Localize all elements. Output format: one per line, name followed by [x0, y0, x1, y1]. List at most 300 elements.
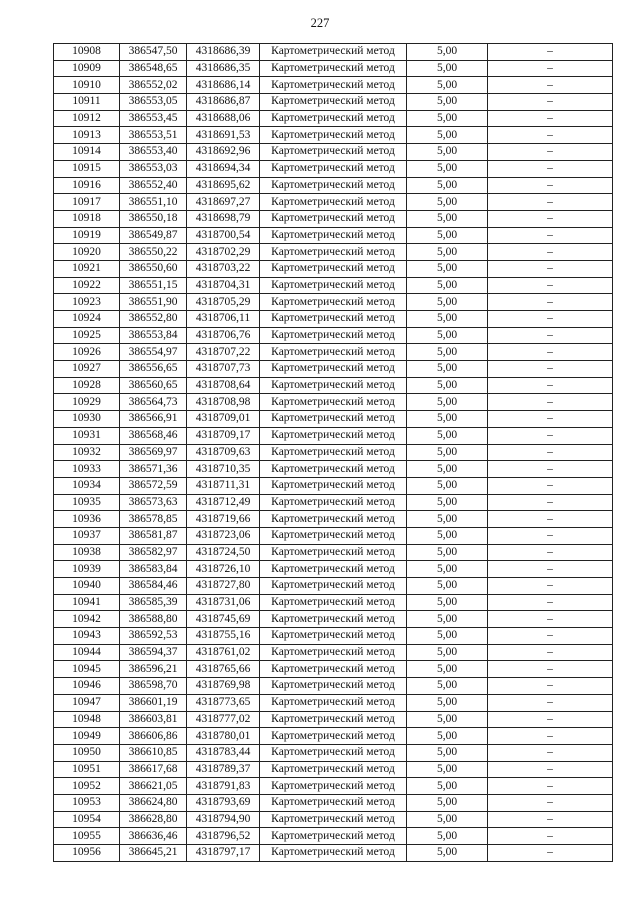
table-row — [54, 127, 613, 144]
note-cell: – — [488, 477, 613, 494]
table-row — [54, 327, 613, 344]
method-cell: Картометрический метод — [260, 511, 407, 528]
note-cell: – — [488, 778, 613, 795]
coordinate-x-cell: 386551,10 — [120, 194, 187, 211]
coordinate-y-cell: 4318686,87 — [187, 94, 260, 111]
table-row — [54, 444, 613, 461]
method-cell: Картометрический метод — [260, 544, 407, 561]
accuracy-cell: 5,00 — [407, 77, 488, 94]
coordinate-x-cell: 386551,90 — [120, 294, 187, 311]
point-number-cell: 10929 — [54, 394, 120, 411]
method-cell: Картометрический метод — [260, 160, 407, 177]
method-cell: Картометрический метод — [260, 94, 407, 111]
note-cell: – — [488, 194, 613, 211]
coordinate-x-cell: 386584,46 — [120, 578, 187, 595]
accuracy-cell: 5,00 — [407, 227, 488, 244]
point-number-cell: 10936 — [54, 511, 120, 528]
page-number: 227 — [310, 16, 330, 30]
note-cell: – — [488, 661, 613, 678]
note-cell: – — [488, 811, 613, 828]
coordinate-x-cell: 386548,65 — [120, 60, 187, 77]
table-row — [54, 761, 613, 778]
point-number-cell: 10910 — [54, 77, 120, 94]
method-cell: Картометрический метод — [260, 845, 407, 862]
coordinate-y-cell: 4318723,06 — [187, 527, 260, 544]
method-cell: Картометрический метод — [260, 678, 407, 695]
method-cell: Картометрический метод — [260, 344, 407, 361]
coordinate-x-cell: 386624,80 — [120, 794, 187, 811]
point-number-cell: 10935 — [54, 494, 120, 511]
method-cell: Картометрический метод — [260, 327, 407, 344]
coordinate-x-cell: 386571,36 — [120, 461, 187, 478]
note-cell: – — [488, 728, 613, 745]
coordinate-x-cell: 386556,65 — [120, 361, 187, 378]
coordinate-y-cell: 4318712,49 — [187, 494, 260, 511]
coordinate-y-cell: 4318697,27 — [187, 194, 260, 211]
accuracy-cell: 5,00 — [407, 628, 488, 645]
note-cell: – — [488, 327, 613, 344]
coordinate-x-cell: 386550,60 — [120, 260, 187, 277]
coordinate-x-cell: 386553,05 — [120, 94, 187, 111]
point-number-cell: 10915 — [54, 160, 120, 177]
coordinate-x-cell: 386585,39 — [120, 594, 187, 611]
method-cell: Картометрический метод — [260, 210, 407, 227]
table-row — [54, 828, 613, 845]
coordinate-x-cell: 386581,87 — [120, 527, 187, 544]
note-cell: – — [488, 678, 613, 695]
point-number-cell: 10918 — [54, 210, 120, 227]
accuracy-cell: 5,00 — [407, 561, 488, 578]
method-cell: Картометрический метод — [260, 578, 407, 595]
point-number-cell: 10943 — [54, 628, 120, 645]
coordinates-table-body — [54, 44, 613, 862]
accuracy-cell: 5,00 — [407, 678, 488, 695]
coordinate-x-cell: 386628,80 — [120, 811, 187, 828]
method-cell: Картометрический метод — [260, 527, 407, 544]
note-cell: – — [488, 277, 613, 294]
table-row — [54, 728, 613, 745]
coordinate-y-cell: 4318719,66 — [187, 511, 260, 528]
point-number-cell: 10940 — [54, 578, 120, 595]
coordinate-y-cell: 4318688,06 — [187, 110, 260, 127]
point-number-cell: 10924 — [54, 311, 120, 328]
point-number-cell: 10946 — [54, 678, 120, 695]
coordinate-y-cell: 4318711,31 — [187, 477, 260, 494]
coordinate-x-cell: 386572,59 — [120, 477, 187, 494]
coordinate-y-cell: 4318686,14 — [187, 77, 260, 94]
note-cell: – — [488, 444, 613, 461]
note-cell: – — [488, 761, 613, 778]
point-number-cell: 10952 — [54, 778, 120, 795]
coordinates-table — [53, 43, 613, 862]
note-cell: – — [488, 544, 613, 561]
coordinate-x-cell: 386606,86 — [120, 728, 187, 745]
coordinate-y-cell: 4318793,69 — [187, 794, 260, 811]
accuracy-cell: 5,00 — [407, 344, 488, 361]
point-number-cell: 10949 — [54, 728, 120, 745]
table-row — [54, 94, 613, 111]
point-number-cell: 10934 — [54, 477, 120, 494]
coordinate-y-cell: 4318686,35 — [187, 60, 260, 77]
table-row — [54, 778, 613, 795]
point-number-cell: 10932 — [54, 444, 120, 461]
accuracy-cell: 5,00 — [407, 778, 488, 795]
method-cell: Картометрический метод — [260, 728, 407, 745]
point-number-cell: 10954 — [54, 811, 120, 828]
table-row — [54, 628, 613, 645]
note-cell: – — [488, 794, 613, 811]
accuracy-cell: 5,00 — [407, 611, 488, 628]
point-number-cell: 10953 — [54, 794, 120, 811]
table-row — [54, 794, 613, 811]
method-cell: Картометрический метод — [260, 60, 407, 77]
point-number-cell: 10931 — [54, 427, 120, 444]
note-cell: – — [488, 494, 613, 511]
table-row — [54, 344, 613, 361]
method-cell: Картометрический метод — [260, 494, 407, 511]
accuracy-cell: 5,00 — [407, 461, 488, 478]
note-cell: – — [488, 227, 613, 244]
coordinate-y-cell: 4318698,79 — [187, 210, 260, 227]
method-cell: Картометрический метод — [260, 177, 407, 194]
coordinate-x-cell: 386645,21 — [120, 845, 187, 862]
method-cell: Картометрический метод — [260, 394, 407, 411]
method-cell: Картометрический метод — [260, 694, 407, 711]
accuracy-cell: 5,00 — [407, 194, 488, 211]
point-number-cell: 10930 — [54, 411, 120, 428]
coordinate-y-cell: 4318709,17 — [187, 427, 260, 444]
table-row — [54, 544, 613, 561]
point-number-cell: 10941 — [54, 594, 120, 611]
accuracy-cell: 5,00 — [407, 144, 488, 161]
point-number-cell: 10942 — [54, 611, 120, 628]
accuracy-cell: 5,00 — [407, 110, 488, 127]
point-number-cell: 10944 — [54, 644, 120, 661]
coordinate-x-cell: 386552,40 — [120, 177, 187, 194]
coordinate-x-cell: 386550,22 — [120, 244, 187, 261]
note-cell: – — [488, 344, 613, 361]
method-cell: Картометрический метод — [260, 661, 407, 678]
coordinate-y-cell: 4318691,53 — [187, 127, 260, 144]
point-number-cell: 10920 — [54, 244, 120, 261]
method-cell: Картометрический метод — [260, 427, 407, 444]
table-row — [54, 811, 613, 828]
note-cell: – — [488, 60, 613, 77]
point-number-cell: 10939 — [54, 561, 120, 578]
table-row — [54, 494, 613, 511]
coordinate-x-cell: 386552,02 — [120, 77, 187, 94]
accuracy-cell: 5,00 — [407, 377, 488, 394]
note-cell: – — [488, 461, 613, 478]
coordinate-x-cell: 386553,03 — [120, 160, 187, 177]
accuracy-cell: 5,00 — [407, 711, 488, 728]
coordinate-x-cell: 386578,85 — [120, 511, 187, 528]
table-row — [54, 144, 613, 161]
method-cell: Картометрический метод — [260, 144, 407, 161]
coordinate-x-cell: 386592,53 — [120, 628, 187, 645]
coordinate-x-cell: 386621,05 — [120, 778, 187, 795]
method-cell: Картометрический метод — [260, 794, 407, 811]
note-cell: – — [488, 611, 613, 628]
coordinate-x-cell: 386610,85 — [120, 744, 187, 761]
point-number-cell: 10950 — [54, 744, 120, 761]
coordinate-y-cell: 4318780,01 — [187, 728, 260, 745]
table-row — [54, 578, 613, 595]
coordinate-x-cell: 386550,18 — [120, 210, 187, 227]
method-cell: Картометрический метод — [260, 628, 407, 645]
method-cell: Картометрический метод — [260, 110, 407, 127]
point-number-cell: 10938 — [54, 544, 120, 561]
point-number-cell: 10911 — [54, 94, 120, 111]
table-row — [54, 260, 613, 277]
coordinate-y-cell: 4318709,01 — [187, 411, 260, 428]
coordinate-x-cell: 386588,80 — [120, 611, 187, 628]
note-cell: – — [488, 394, 613, 411]
coordinate-x-cell: 386573,63 — [120, 494, 187, 511]
coordinate-x-cell: 386636,46 — [120, 828, 187, 845]
note-cell: – — [488, 694, 613, 711]
table-row — [54, 110, 613, 127]
accuracy-cell: 5,00 — [407, 845, 488, 862]
accuracy-cell: 5,00 — [407, 361, 488, 378]
note-cell: – — [488, 628, 613, 645]
table-row — [54, 694, 613, 711]
method-cell: Картометрический метод — [260, 444, 407, 461]
coordinate-x-cell: 386552,80 — [120, 311, 187, 328]
accuracy-cell: 5,00 — [407, 578, 488, 595]
table-row — [54, 244, 613, 261]
method-cell: Картометрический метод — [260, 477, 407, 494]
method-cell: Картометрический метод — [260, 260, 407, 277]
note-cell: – — [488, 160, 613, 177]
coordinate-y-cell: 4318765,66 — [187, 661, 260, 678]
coordinate-y-cell: 4318694,34 — [187, 160, 260, 177]
point-number-cell: 10947 — [54, 694, 120, 711]
coordinate-y-cell: 4318745,69 — [187, 611, 260, 628]
point-number-cell: 10956 — [54, 845, 120, 862]
coordinate-y-cell: 4318707,73 — [187, 361, 260, 378]
table-row — [54, 210, 613, 227]
table-row — [54, 44, 613, 61]
accuracy-cell: 5,00 — [407, 127, 488, 144]
point-number-cell: 10933 — [54, 461, 120, 478]
table-row — [54, 561, 613, 578]
coordinate-y-cell: 4318705,29 — [187, 294, 260, 311]
coordinate-y-cell: 4318686,39 — [187, 44, 260, 61]
note-cell: – — [488, 210, 613, 227]
table-row — [54, 461, 613, 478]
point-number-cell: 10928 — [54, 377, 120, 394]
table-row — [54, 427, 613, 444]
coordinate-y-cell: 4318710,35 — [187, 461, 260, 478]
note-cell: – — [488, 144, 613, 161]
accuracy-cell: 5,00 — [407, 594, 488, 611]
table-row — [54, 377, 613, 394]
point-number-cell: 10916 — [54, 177, 120, 194]
accuracy-cell: 5,00 — [407, 477, 488, 494]
accuracy-cell: 5,00 — [407, 511, 488, 528]
coordinate-y-cell: 4318704,31 — [187, 277, 260, 294]
coordinate-y-cell: 4318731,06 — [187, 594, 260, 611]
table-row — [54, 644, 613, 661]
accuracy-cell: 5,00 — [407, 44, 488, 61]
method-cell: Картометрический метод — [260, 127, 407, 144]
method-cell: Картометрический метод — [260, 77, 407, 94]
accuracy-cell: 5,00 — [407, 210, 488, 227]
coordinate-y-cell: 4318707,22 — [187, 344, 260, 361]
method-cell: Картометрический метод — [260, 644, 407, 661]
coordinate-y-cell: 4318727,80 — [187, 578, 260, 595]
accuracy-cell: 5,00 — [407, 244, 488, 261]
accuracy-cell: 5,00 — [407, 744, 488, 761]
coordinate-x-cell: 386566,91 — [120, 411, 187, 428]
coordinate-x-cell: 386554,97 — [120, 344, 187, 361]
accuracy-cell: 5,00 — [407, 828, 488, 845]
table-row — [54, 60, 613, 77]
accuracy-cell: 5,00 — [407, 311, 488, 328]
coordinate-y-cell: 4318700,54 — [187, 227, 260, 244]
method-cell: Картометрический метод — [260, 44, 407, 61]
method-cell: Картометрический метод — [260, 611, 407, 628]
accuracy-cell: 5,00 — [407, 260, 488, 277]
coordinate-y-cell: 4318769,98 — [187, 678, 260, 695]
table-row — [54, 594, 613, 611]
coordinate-x-cell: 386569,97 — [120, 444, 187, 461]
point-number-cell: 10919 — [54, 227, 120, 244]
table-row — [54, 744, 613, 761]
coordinate-x-cell: 386553,40 — [120, 144, 187, 161]
coordinate-y-cell: 4318773,65 — [187, 694, 260, 711]
table-row — [54, 527, 613, 544]
method-cell: Картометрический метод — [260, 811, 407, 828]
point-number-cell: 10937 — [54, 527, 120, 544]
method-cell: Картометрический метод — [260, 377, 407, 394]
method-cell: Картометрический метод — [260, 594, 407, 611]
method-cell: Картометрический метод — [260, 361, 407, 378]
point-number-cell: 10922 — [54, 277, 120, 294]
coordinate-x-cell: 386598,70 — [120, 678, 187, 695]
accuracy-cell: 5,00 — [407, 694, 488, 711]
accuracy-cell: 5,00 — [407, 411, 488, 428]
note-cell: – — [488, 177, 613, 194]
coordinate-x-cell: 386553,51 — [120, 127, 187, 144]
coordinate-y-cell: 4318709,63 — [187, 444, 260, 461]
coordinate-y-cell: 4318703,22 — [187, 260, 260, 277]
accuracy-cell: 5,00 — [407, 294, 488, 311]
point-number-cell: 10955 — [54, 828, 120, 845]
coordinate-y-cell: 4318706,76 — [187, 327, 260, 344]
point-number-cell: 10926 — [54, 344, 120, 361]
accuracy-cell: 5,00 — [407, 94, 488, 111]
note-cell: – — [488, 77, 613, 94]
coordinate-y-cell: 4318724,50 — [187, 544, 260, 561]
coordinate-y-cell: 4318796,52 — [187, 828, 260, 845]
accuracy-cell: 5,00 — [407, 644, 488, 661]
note-cell: – — [488, 845, 613, 862]
accuracy-cell: 5,00 — [407, 811, 488, 828]
note-cell: – — [488, 260, 613, 277]
note-cell: – — [488, 94, 613, 111]
coordinate-x-cell: 386596,21 — [120, 661, 187, 678]
method-cell: Картометрический метод — [260, 294, 407, 311]
method-cell: Картометрический метод — [260, 311, 407, 328]
accuracy-cell: 5,00 — [407, 661, 488, 678]
coordinate-x-cell: 386564,73 — [120, 394, 187, 411]
note-cell: – — [488, 110, 613, 127]
method-cell: Картометрический метод — [260, 744, 407, 761]
table-row — [54, 361, 613, 378]
note-cell: – — [488, 311, 613, 328]
point-number-cell: 10909 — [54, 60, 120, 77]
method-cell: Картометрический метод — [260, 761, 407, 778]
note-cell: – — [488, 578, 613, 595]
table-row — [54, 77, 613, 94]
coordinate-y-cell: 4318791,83 — [187, 778, 260, 795]
table-row — [54, 845, 613, 862]
coordinate-y-cell: 4318726,10 — [187, 561, 260, 578]
accuracy-cell: 5,00 — [407, 394, 488, 411]
note-cell: – — [488, 411, 613, 428]
method-cell: Картометрический метод — [260, 561, 407, 578]
coordinate-y-cell: 4318708,98 — [187, 394, 260, 411]
coordinate-x-cell: 386583,84 — [120, 561, 187, 578]
coordinate-x-cell: 386560,65 — [120, 377, 187, 394]
accuracy-cell: 5,00 — [407, 527, 488, 544]
coordinate-x-cell: 386617,68 — [120, 761, 187, 778]
point-number-cell: 10925 — [54, 327, 120, 344]
coordinate-x-cell: 386551,15 — [120, 277, 187, 294]
accuracy-cell: 5,00 — [407, 494, 488, 511]
point-number-cell: 10921 — [54, 260, 120, 277]
note-cell: – — [488, 294, 613, 311]
method-cell: Картометрический метод — [260, 828, 407, 845]
coordinate-y-cell: 4318789,37 — [187, 761, 260, 778]
table-row — [54, 511, 613, 528]
method-cell: Картометрический метод — [260, 277, 407, 294]
accuracy-cell: 5,00 — [407, 761, 488, 778]
method-cell: Картометрический метод — [260, 244, 407, 261]
table-row — [54, 477, 613, 494]
coordinate-y-cell: 4318702,29 — [187, 244, 260, 261]
coordinate-y-cell: 4318695,62 — [187, 177, 260, 194]
accuracy-cell: 5,00 — [407, 728, 488, 745]
note-cell: – — [488, 744, 613, 761]
note-cell: – — [488, 711, 613, 728]
note-cell: – — [488, 828, 613, 845]
point-number-cell: 10951 — [54, 761, 120, 778]
note-cell: – — [488, 427, 613, 444]
coordinate-y-cell: 4318755,16 — [187, 628, 260, 645]
accuracy-cell: 5,00 — [407, 544, 488, 561]
note-cell: – — [488, 44, 613, 61]
accuracy-cell: 5,00 — [407, 160, 488, 177]
table-row — [54, 394, 613, 411]
method-cell: Картометрический метод — [260, 461, 407, 478]
table-row — [54, 411, 613, 428]
point-number-cell: 10948 — [54, 711, 120, 728]
note-cell: – — [488, 127, 613, 144]
coordinate-y-cell: 4318777,02 — [187, 711, 260, 728]
table-row — [54, 177, 613, 194]
point-number-cell: 10927 — [54, 361, 120, 378]
method-cell: Картометрический метод — [260, 778, 407, 795]
coordinate-x-cell: 386601,19 — [120, 694, 187, 711]
method-cell: Картометрический метод — [260, 711, 407, 728]
table-row — [54, 227, 613, 244]
note-cell: – — [488, 244, 613, 261]
coordinate-y-cell: 4318706,11 — [187, 311, 260, 328]
accuracy-cell: 5,00 — [407, 60, 488, 77]
